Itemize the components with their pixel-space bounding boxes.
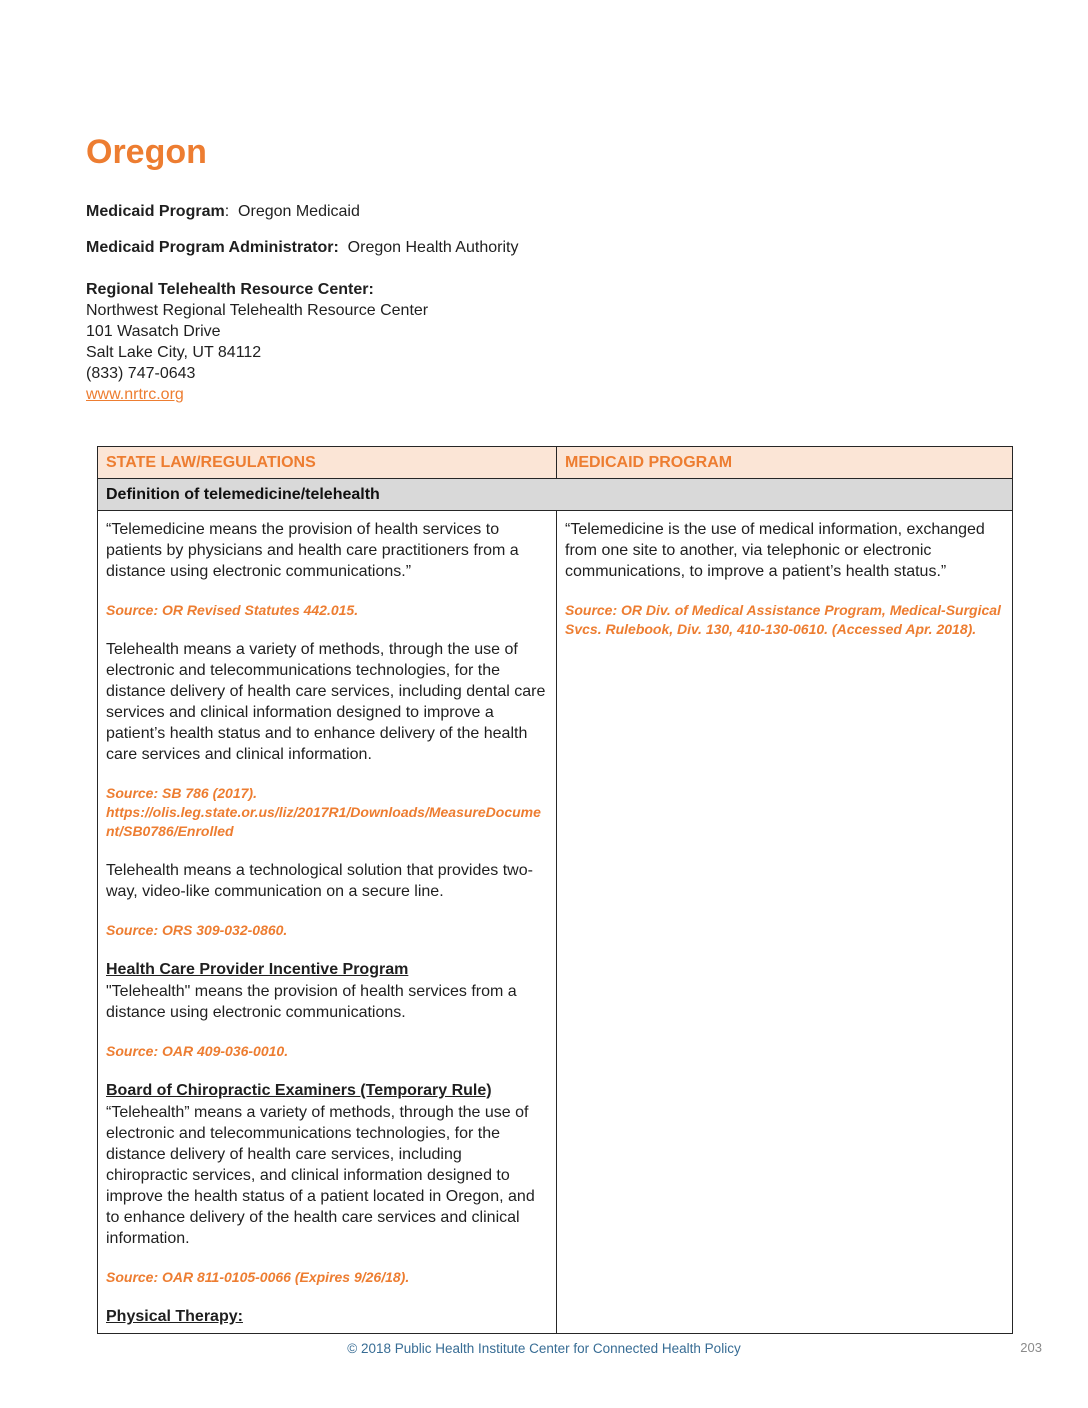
medicaid-program-cell bbox=[557, 511, 1012, 1333]
paragraph: Telehealth means a variety of methods, through the use of electronic and telecommunications technologies, for the distance delivery of health care services, including dental care services and clinical information designed to improve a patient’s health status and to enhance delivery of the health care services and clinical information. bbox=[106, 641, 546, 763]
source-citation: Source: OAR 811-0105-0066 (Expires 9/26/18). bbox=[106, 1269, 410, 1285]
rtrc-label: Regional Telehealth Resource Center: bbox=[86, 281, 374, 298]
medicaid-program-label: Medicaid Program bbox=[86, 203, 225, 220]
column-header-state-law: STATE LAW/REGULATIONS bbox=[98, 447, 557, 478]
source-citation: Source: OAR 409-036-0010. bbox=[106, 1043, 289, 1059]
source-citation-text: Source: SB 786 (2017). bbox=[106, 785, 257, 801]
paragraph: Telehealth means a technological solution that provides two-way, video-like communication on a secure line. bbox=[106, 862, 533, 900]
rtrc-website-link[interactable]: www.nrtrc.org bbox=[86, 386, 184, 403]
rtrc-org-name: Northwest Regional Telehealth Resource Center bbox=[86, 302, 429, 319]
administrator-label: Medicaid Program Administrator: bbox=[86, 239, 339, 256]
source-citation: Source: OR Revised Statutes 442.015. bbox=[106, 602, 359, 618]
footer-page-number: 203 bbox=[1020, 1340, 1042, 1355]
state-law-cell bbox=[98, 511, 557, 1333]
rtrc-block bbox=[86, 279, 1013, 405]
rtrc-city: Salt Lake City, UT 84112 bbox=[86, 344, 262, 361]
paragraph: “Telehealth” means a variety of methods, through the use of electronic and telecommunications technologies, for the distance delivery of health care services, including chiropractic services, and clinical information designed to improve the health status of a patient located in Oregon, and to enhance delivery of the health care services and clinical information. bbox=[106, 1104, 535, 1247]
section-row-definition: Definition of telemedicine/telehealth bbox=[98, 478, 1012, 511]
source-citation: Source: ORS 309-032-0860. bbox=[106, 922, 288, 938]
paragraph: "Telehealth" means the provision of health services from a distance using electronic communications. bbox=[106, 983, 517, 1021]
table-body-row bbox=[98, 511, 1012, 1333]
administrator-line bbox=[86, 237, 1013, 258]
page-title: Oregon bbox=[86, 133, 207, 171]
footer-copyright: © 2018 Public Health Institute Center for Connected Health Policy bbox=[347, 1341, 741, 1356]
policy-table bbox=[97, 446, 1013, 1334]
source-citation bbox=[106, 784, 547, 841]
paragraph: “Telemedicine means the provision of health services to patients by physicians and health care practitioners from a distance using electronic communications.” bbox=[106, 521, 519, 580]
administrator-value: Oregon Health Authority bbox=[338, 239, 519, 256]
table-header-row bbox=[98, 447, 1012, 478]
rtrc-street: 101 Wasatch Drive bbox=[86, 323, 221, 340]
medicaid-program-line bbox=[86, 201, 1013, 222]
subheading-physical-therapy: Physical Therapy: bbox=[106, 1308, 243, 1325]
paragraph: “Telemedicine is the use of medical information, exchanged from one site to another, via telephonic or electronic communications, to improve a patient’s health status.” bbox=[565, 521, 985, 580]
subheading-chiropractic: Board of Chiropractic Examiners (Temporary Rule) bbox=[106, 1082, 492, 1099]
rtrc-phone: (833) 747-0643 bbox=[86, 365, 196, 382]
source-citation: Source: OR Div. of Medical Assistance Program, Medical-Surgical Svcs. Rulebook, Div. 130, 410-130-0610. (Accessed Apr. 2018). bbox=[565, 602, 1001, 637]
source-url-link[interactable]: https://olis.leg.state.or.us/liz/2017R1/Downloads/MeasureDocument/SB0786/Enrolled bbox=[106, 804, 541, 839]
column-header-medicaid-program: MEDICAID PROGRAM bbox=[565, 454, 733, 471]
medicaid-program-value: : Oregon Medicaid bbox=[224, 203, 360, 220]
subheading-hcpip: Health Care Provider Incentive Program bbox=[106, 961, 409, 978]
